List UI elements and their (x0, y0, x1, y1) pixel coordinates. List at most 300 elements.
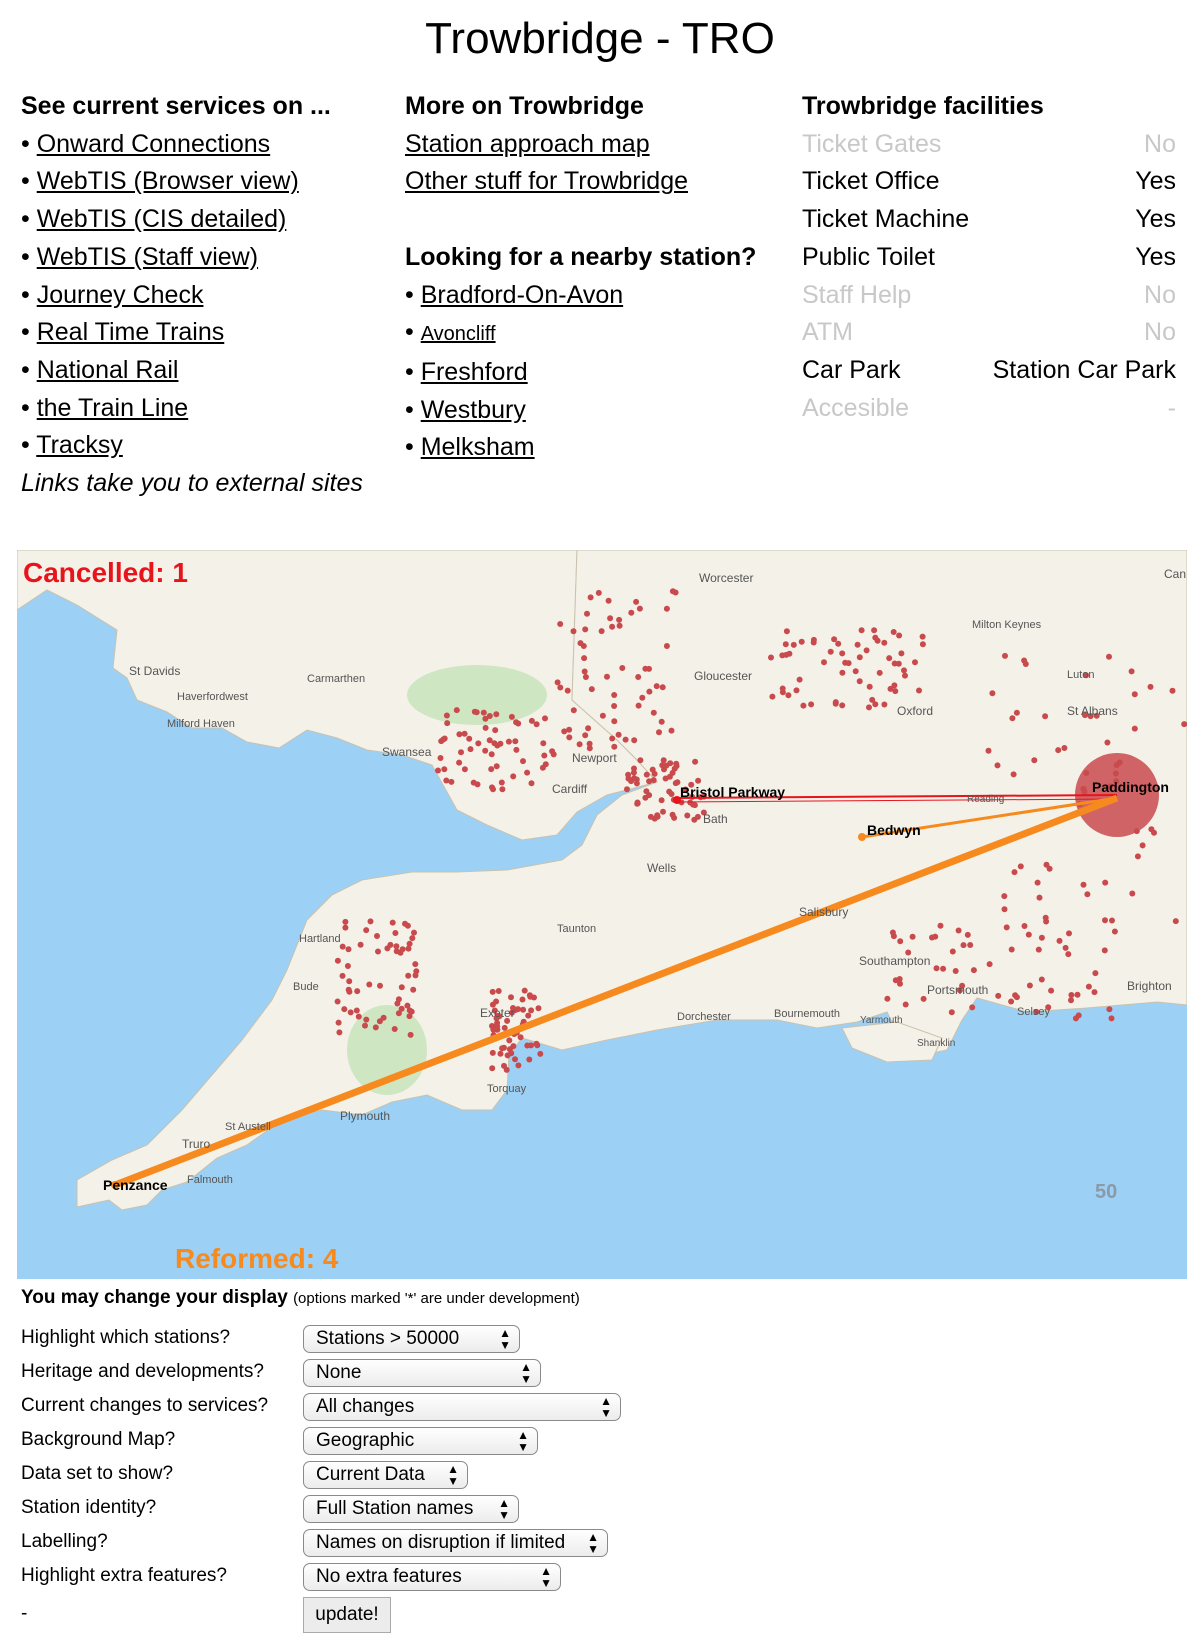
station-dot (525, 1013, 531, 1019)
station-dot (811, 640, 817, 646)
link-nearby-avoncliff[interactable]: Avoncliff (420, 323, 496, 346)
station-dot (393, 943, 399, 949)
station-dot (441, 766, 447, 772)
station-dot (986, 748, 992, 754)
station-dot (660, 684, 666, 690)
place-label: Falmouth (187, 1174, 233, 1186)
place-label: Southampton (859, 954, 931, 968)
station-dot (901, 667, 907, 673)
station-dot (684, 813, 690, 819)
station-dot (493, 711, 499, 717)
station-dot (1181, 721, 1187, 727)
station-dot (363, 927, 369, 933)
place-label: Yarmouth (860, 1015, 903, 1026)
station-dot (938, 923, 944, 929)
station-dot (1102, 917, 1108, 923)
station-dot (411, 930, 417, 936)
link-webtis-staff[interactable]: WebTIS (Staff view) (36, 242, 259, 271)
link-onward-connections[interactable]: Onward Connections (36, 129, 271, 158)
station-dot (1135, 853, 1141, 859)
station-dot (596, 590, 602, 596)
station-dot (1009, 715, 1015, 721)
station-dot (444, 713, 450, 719)
station-dot (374, 933, 380, 939)
station-dot (438, 755, 444, 761)
station-dot (489, 751, 495, 757)
station-dot (510, 773, 516, 779)
station-dot (616, 617, 622, 623)
station-dot (637, 757, 643, 763)
station-dot (534, 721, 540, 727)
station-dot (354, 1008, 360, 1014)
station-dot (557, 685, 563, 691)
select-arrows-icon: ▲ ▼ (600, 1394, 612, 1420)
station-dot (509, 714, 515, 720)
station-dot (651, 777, 657, 783)
station-dot (932, 934, 938, 940)
place-label: Selsey (1017, 1006, 1051, 1018)
station-dot (524, 1043, 530, 1049)
place-label: Swansea (382, 745, 432, 759)
station-dot (794, 687, 800, 693)
station-dot (769, 694, 775, 700)
station-dot (481, 710, 487, 716)
link-nearby-bradford-on-avon[interactable]: Bradford-On-Avon (420, 280, 624, 309)
station-dot (833, 701, 839, 707)
station-dot (520, 997, 526, 1003)
station-dot (611, 718, 617, 724)
station-dot (468, 746, 474, 752)
link-other-stuff[interactable]: Other stuff for Trowbridge (405, 167, 688, 196)
station-dot (611, 703, 617, 709)
facility-ticket-office: Ticket Office Yes (802, 167, 1176, 196)
station-dot (780, 689, 786, 695)
station-dot (584, 611, 590, 617)
station-dot (670, 812, 676, 818)
link-real-time-trains[interactable]: Real Time Trains (36, 318, 225, 347)
facility-atm: ATM No (802, 318, 1176, 347)
station-dot (808, 701, 814, 707)
station-dot (853, 668, 859, 674)
place-label: Luton (1067, 669, 1095, 681)
station-dot (1086, 984, 1092, 990)
station-dot (872, 701, 878, 707)
station-dot (392, 930, 398, 936)
place-label: Carmarthen (307, 673, 366, 685)
station-dot (1129, 668, 1135, 674)
place-label: Plymouth (340, 1109, 391, 1123)
station-dot (443, 778, 449, 784)
station-dot (1021, 658, 1027, 664)
station-dot (692, 759, 698, 765)
station-dot (482, 748, 488, 754)
station-dot (471, 780, 477, 786)
station-dot (637, 606, 643, 612)
station-dot (1018, 863, 1024, 869)
place-label: Hartland (299, 933, 341, 945)
station-dot (336, 1029, 342, 1035)
station-dot (466, 736, 472, 742)
station-dot (335, 999, 341, 1005)
station-dot (646, 689, 652, 695)
station-dot (1129, 891, 1135, 897)
station-dot (631, 737, 637, 743)
station-dot (474, 709, 480, 715)
station-dot (1063, 945, 1069, 951)
link-nearby-freshford[interactable]: Freshford (420, 357, 528, 386)
labelling-select[interactable]: Names on disruption if limited ▲ ▼ (303, 1529, 608, 1557)
place-label: Wells (647, 861, 677, 875)
place-label: Brighton (1127, 979, 1172, 993)
place-label: Portsmouth (927, 983, 989, 997)
station-dot (496, 988, 502, 994)
select-arrows-icon: ▲ ▼ (517, 1428, 529, 1454)
facilities-column (802, 88, 1176, 427)
station-dot (1012, 869, 1018, 875)
station-dot (609, 736, 615, 742)
station-dot (581, 655, 587, 661)
station-dot (1014, 710, 1020, 716)
more-column: More on Trowbridge Station approach map Other stuff for Trowbridge Looking for a nearby station? • Bradford-On-Avon • Avoncliff • Freshford • Westbury • Melksham (405, 88, 785, 467)
station-dot (903, 1002, 909, 1008)
station-dot (912, 659, 918, 665)
station-dot (483, 725, 489, 731)
station-dot (835, 641, 841, 647)
place-label: St Albans (1067, 704, 1118, 718)
place-label: Gloucester (694, 669, 753, 683)
station-dot (881, 640, 887, 646)
station-dot (336, 1020, 342, 1026)
station-dot (871, 627, 877, 633)
station-dot (462, 766, 468, 772)
station-identity-select[interactable]: Full Station names ▲ ▼ (303, 1495, 519, 1523)
station-dot (624, 786, 630, 792)
station-dot (526, 1057, 532, 1063)
station-dot (348, 1009, 354, 1015)
station-dot (494, 763, 500, 769)
station-dot (413, 972, 419, 978)
station-dot (695, 778, 701, 784)
station-dot (664, 643, 670, 649)
station-dot (1084, 891, 1090, 897)
station-dot (536, 1005, 542, 1011)
station-dot (583, 674, 589, 680)
station-dot (995, 993, 1001, 999)
station-dot (831, 636, 837, 642)
station-dot (1022, 923, 1028, 929)
place-label: St Davids (129, 664, 181, 678)
station-dot (475, 740, 481, 746)
station-dot (515, 1062, 521, 1068)
station-dot (1009, 947, 1015, 953)
station-dot (1055, 747, 1061, 753)
station-dot (950, 949, 956, 955)
station-dot (692, 802, 698, 808)
station-dot (611, 692, 617, 698)
station-dot (1044, 862, 1050, 868)
station-dot (571, 628, 577, 634)
station-dot (528, 1007, 534, 1013)
station-dot (1106, 1006, 1112, 1012)
station-dot (617, 623, 623, 629)
services-heading: See current services on ... (21, 92, 331, 120)
link-station-approach-map[interactable]: Station approach map (405, 129, 650, 158)
station-dot (786, 651, 792, 657)
station-dot (886, 655, 892, 661)
station-dot (609, 624, 615, 630)
station-dot (839, 650, 845, 656)
station-dot (961, 942, 967, 948)
external-links-note: Links take you to external sites (21, 469, 363, 498)
station-dot (884, 996, 890, 1002)
station-dot (494, 1027, 500, 1033)
station-dot (487, 737, 493, 743)
station-dot (995, 762, 1001, 768)
station-dot (1039, 977, 1045, 983)
station-dot (857, 678, 863, 684)
station-dot (1102, 880, 1108, 886)
place-label: St Austell (225, 1121, 271, 1133)
station-dot (456, 760, 462, 766)
station-dot (582, 732, 588, 738)
station-dot (458, 749, 464, 755)
station-dot (362, 1023, 368, 1029)
station-dot (635, 800, 641, 806)
heritage-select[interactable]: None ▲ ▼ (303, 1359, 541, 1387)
station-dot (967, 942, 973, 948)
station-dot (1076, 1012, 1082, 1018)
station-dot (1027, 983, 1033, 989)
station-dot (1043, 919, 1049, 925)
station-dot (494, 743, 500, 749)
select-arrows-icon: ▲ ▼ (498, 1496, 510, 1522)
station-dot (799, 639, 805, 645)
station-dot (542, 715, 548, 721)
station-dot (971, 967, 977, 973)
link-nearby-melksham[interactable]: Melksham (420, 433, 535, 462)
facility-accessible: Accesible - (802, 393, 1176, 422)
station-dot (1109, 1015, 1115, 1021)
station-dot (1004, 924, 1010, 930)
station-dot (855, 642, 861, 648)
station-dot (619, 665, 625, 671)
station-dot (582, 626, 588, 632)
highlight-stations-select[interactable]: Stations > 50000 ▲ ▼ (303, 1325, 520, 1353)
station-dot (1170, 688, 1176, 694)
station-dot (639, 695, 645, 701)
rail-disruption-map[interactable] (17, 550, 1187, 1279)
station-dot (412, 961, 418, 967)
station-dot (1008, 999, 1014, 1005)
place-label: Haverfordwest (177, 691, 248, 703)
station-dot (346, 946, 352, 952)
station-dot (377, 983, 383, 989)
station-dot (340, 973, 346, 979)
place-label: Bath (703, 812, 728, 826)
station-dot (566, 727, 572, 733)
station-dot (399, 984, 405, 990)
station-dot (531, 995, 537, 1001)
station-dot (672, 766, 678, 772)
station-dot (648, 814, 654, 820)
station-dot (529, 780, 535, 786)
station-dot (518, 1034, 524, 1040)
place-label: Can (1164, 567, 1187, 581)
station-dot (555, 679, 561, 685)
station-dot (1132, 691, 1138, 697)
station-dot (406, 946, 412, 952)
facility-ticket-gates: Ticket Gates No (802, 129, 1176, 158)
station-dot (628, 610, 634, 616)
station-dot (1066, 930, 1072, 936)
link-national-rail[interactable]: National Rail (36, 355, 179, 384)
place-label: Taunton (557, 923, 597, 935)
station-dot (800, 703, 806, 709)
map-green-area (407, 665, 547, 725)
place-label: Milford Haven (167, 718, 235, 730)
station-dot (356, 1014, 362, 1020)
place-label: Cardiff (552, 782, 588, 796)
select-arrows-icon: ▲ ▼ (587, 1530, 599, 1556)
station-dot (405, 973, 411, 979)
station-dot (534, 1042, 540, 1048)
station-dot (454, 707, 460, 713)
station-dot (504, 1067, 510, 1073)
link-journey-check[interactable]: Journey Check (36, 280, 204, 309)
station-dot (512, 1056, 518, 1062)
station-dot (366, 982, 372, 988)
station-dot (578, 640, 584, 646)
station-dot (404, 1003, 410, 1009)
station-dot (664, 606, 670, 612)
station-dot (346, 978, 352, 984)
station-dot (642, 666, 648, 672)
station-dot (896, 661, 902, 667)
station-dot (797, 677, 803, 683)
map-scale-label: 50 (1095, 1181, 1118, 1203)
station-dot (358, 942, 364, 948)
station-dot (965, 932, 971, 938)
station-dot (582, 669, 588, 675)
station-dot (1140, 842, 1146, 848)
station-dot (363, 1017, 369, 1023)
station-dot (341, 1006, 347, 1012)
place-label: Oxford (897, 704, 934, 718)
station-dot (599, 628, 605, 634)
station-dot (456, 731, 462, 737)
station-dot (438, 738, 444, 744)
station-dot (1012, 992, 1018, 998)
place-label-bedwyn: Bedwyn (867, 822, 921, 838)
station-dot (510, 1043, 516, 1049)
station-dot (890, 930, 896, 936)
station-dot (373, 1024, 379, 1030)
station-dot (636, 703, 642, 709)
station-dot (1057, 938, 1063, 944)
station-dot (1148, 684, 1154, 690)
station-dot (634, 777, 640, 783)
link-the-train-line[interactable]: the Train Line (36, 393, 189, 422)
station-dot (522, 988, 528, 994)
data-set-select[interactable]: Current Data ▲ ▼ (303, 1461, 468, 1489)
display-controls-heading: You may change your display (options marked '*' are under development) (21, 1287, 580, 1308)
station-dot (920, 641, 926, 647)
station-dot (633, 599, 639, 605)
facilities-heading: Trowbridge facilities (802, 92, 1044, 120)
background-map-select[interactable]: Geographic ▲ ▼ (303, 1427, 538, 1455)
station-dot (631, 766, 637, 772)
station-dot (492, 727, 498, 733)
station-dot (875, 638, 881, 644)
station-dot (891, 629, 897, 635)
station-dot (934, 965, 940, 971)
station-dot (354, 988, 360, 994)
station-dot (881, 702, 887, 708)
station-dot (969, 1004, 975, 1010)
station-dot (375, 949, 381, 955)
station-dot (866, 704, 872, 710)
station-dot (791, 642, 797, 648)
station-dot (409, 935, 415, 941)
station-dot (1173, 918, 1179, 924)
station-dot (488, 766, 494, 772)
link-webtis-browser[interactable]: WebTIS (Browser view) (36, 167, 299, 196)
station-dot (396, 1010, 402, 1016)
station-dot (1148, 826, 1154, 832)
place-label: Bude (293, 981, 319, 993)
station-dot (888, 686, 894, 692)
station-dot (410, 987, 416, 993)
station-dot (508, 994, 514, 1000)
station-dot (842, 660, 848, 666)
station-dot (520, 1007, 526, 1013)
station-dot (1102, 947, 1108, 953)
place-label: Shanklin (917, 1038, 956, 1049)
station-dot (864, 647, 870, 653)
station-dot (402, 921, 408, 927)
station-dot (1112, 929, 1118, 935)
station-dot (588, 594, 594, 600)
station-dot (643, 788, 649, 794)
link-webtis-cis[interactable]: WebTIS (CIS detailed) (36, 205, 287, 234)
link-nearby-westbury[interactable]: Westbury (420, 395, 526, 424)
facility-staff-help: Staff Help No (802, 280, 1176, 309)
station-dot (1061, 745, 1067, 751)
station-dot (589, 686, 595, 692)
station-dot (920, 634, 926, 640)
station-dot (821, 659, 827, 665)
facility-ticket-machine: Ticket Machine Yes (802, 205, 1176, 234)
current-changes-select[interactable]: All changes ▲ ▼ (303, 1393, 621, 1421)
update-button[interactable]: update! (303, 1597, 391, 1633)
station-dot (1068, 992, 1074, 998)
station-dot (691, 817, 697, 823)
reformed-count-label: Reformed: 4 (175, 1243, 339, 1274)
station-dot (663, 763, 669, 769)
station-dot (785, 692, 791, 698)
select-arrows-icon: ▲ ▼ (499, 1326, 511, 1352)
station-dot (839, 702, 845, 708)
extra-features-select[interactable]: No extra features ▲ ▼ (303, 1563, 561, 1591)
link-tracksy[interactable]: Tracksy (36, 431, 123, 460)
station-dot (656, 729, 662, 735)
station-dot (661, 757, 667, 763)
station-dot (784, 628, 790, 634)
station-dot (607, 615, 613, 621)
station-dot (513, 747, 519, 753)
station-dot (520, 758, 526, 764)
station-dot (571, 707, 577, 713)
